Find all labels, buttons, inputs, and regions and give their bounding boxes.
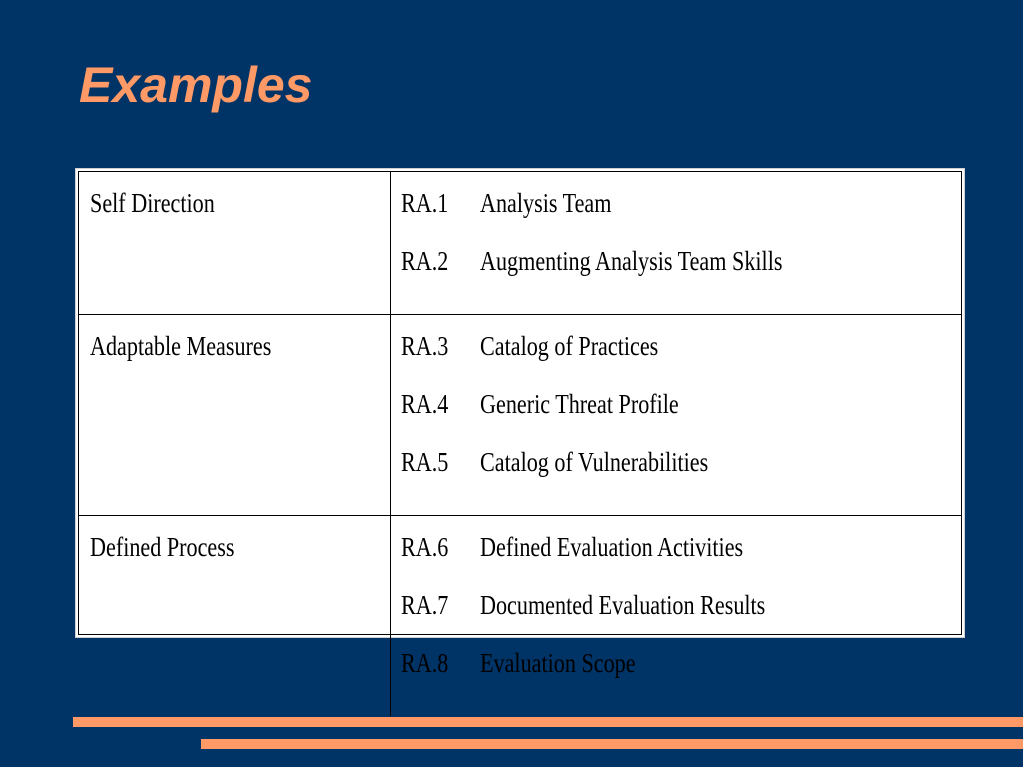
list-item bbox=[401, 447, 962, 505]
items-cell bbox=[390, 315, 961, 516]
list-item bbox=[401, 331, 962, 389]
list-item bbox=[401, 246, 962, 304]
item-name: Catalog of Vulnerabilities bbox=[479, 447, 708, 477]
table-frame bbox=[75, 168, 965, 678]
table-row bbox=[79, 516, 961, 717]
table-inner-border bbox=[78, 171, 962, 678]
item-code: RA.5 bbox=[400, 447, 448, 477]
table-row bbox=[79, 315, 961, 516]
accent-stripe-bottom bbox=[201, 739, 1023, 749]
items-cell bbox=[390, 172, 961, 315]
list-item bbox=[401, 590, 962, 648]
list-item bbox=[401, 389, 962, 447]
category-cell bbox=[79, 315, 390, 516]
items-cell bbox=[390, 516, 961, 717]
practices-table bbox=[79, 172, 961, 716]
list-item bbox=[401, 188, 962, 246]
item-name: Catalog of Practices bbox=[479, 331, 658, 361]
category-cell bbox=[79, 172, 390, 315]
item-code: RA.3 bbox=[400, 331, 448, 361]
category-label: Adaptable Measures bbox=[90, 331, 272, 361]
category-label: Self Direction bbox=[90, 188, 215, 218]
item-name: Defined Evaluation Activities bbox=[479, 532, 743, 562]
category-label: Defined Process bbox=[90, 532, 235, 562]
accent-stripe-top bbox=[73, 717, 1023, 727]
item-name: Evaluation Scope bbox=[479, 648, 636, 678]
list-item bbox=[401, 648, 962, 706]
item-code: RA.1 bbox=[400, 188, 448, 218]
item-name: Generic Threat Profile bbox=[479, 389, 679, 419]
item-name: Documented Evaluation Results bbox=[479, 590, 765, 620]
item-name: Analysis Team bbox=[479, 188, 611, 218]
item-name: Augmenting Analysis Team Skills bbox=[479, 246, 782, 276]
item-code: RA.8 bbox=[400, 648, 448, 678]
category-cell bbox=[79, 516, 390, 717]
item-code: RA.7 bbox=[400, 590, 448, 620]
table-row bbox=[79, 172, 961, 315]
item-code: RA.2 bbox=[400, 246, 448, 276]
slide-title: Examples bbox=[79, 57, 313, 113]
item-code: RA.6 bbox=[400, 532, 448, 562]
list-item bbox=[401, 532, 962, 590]
item-code: RA.4 bbox=[400, 389, 448, 419]
